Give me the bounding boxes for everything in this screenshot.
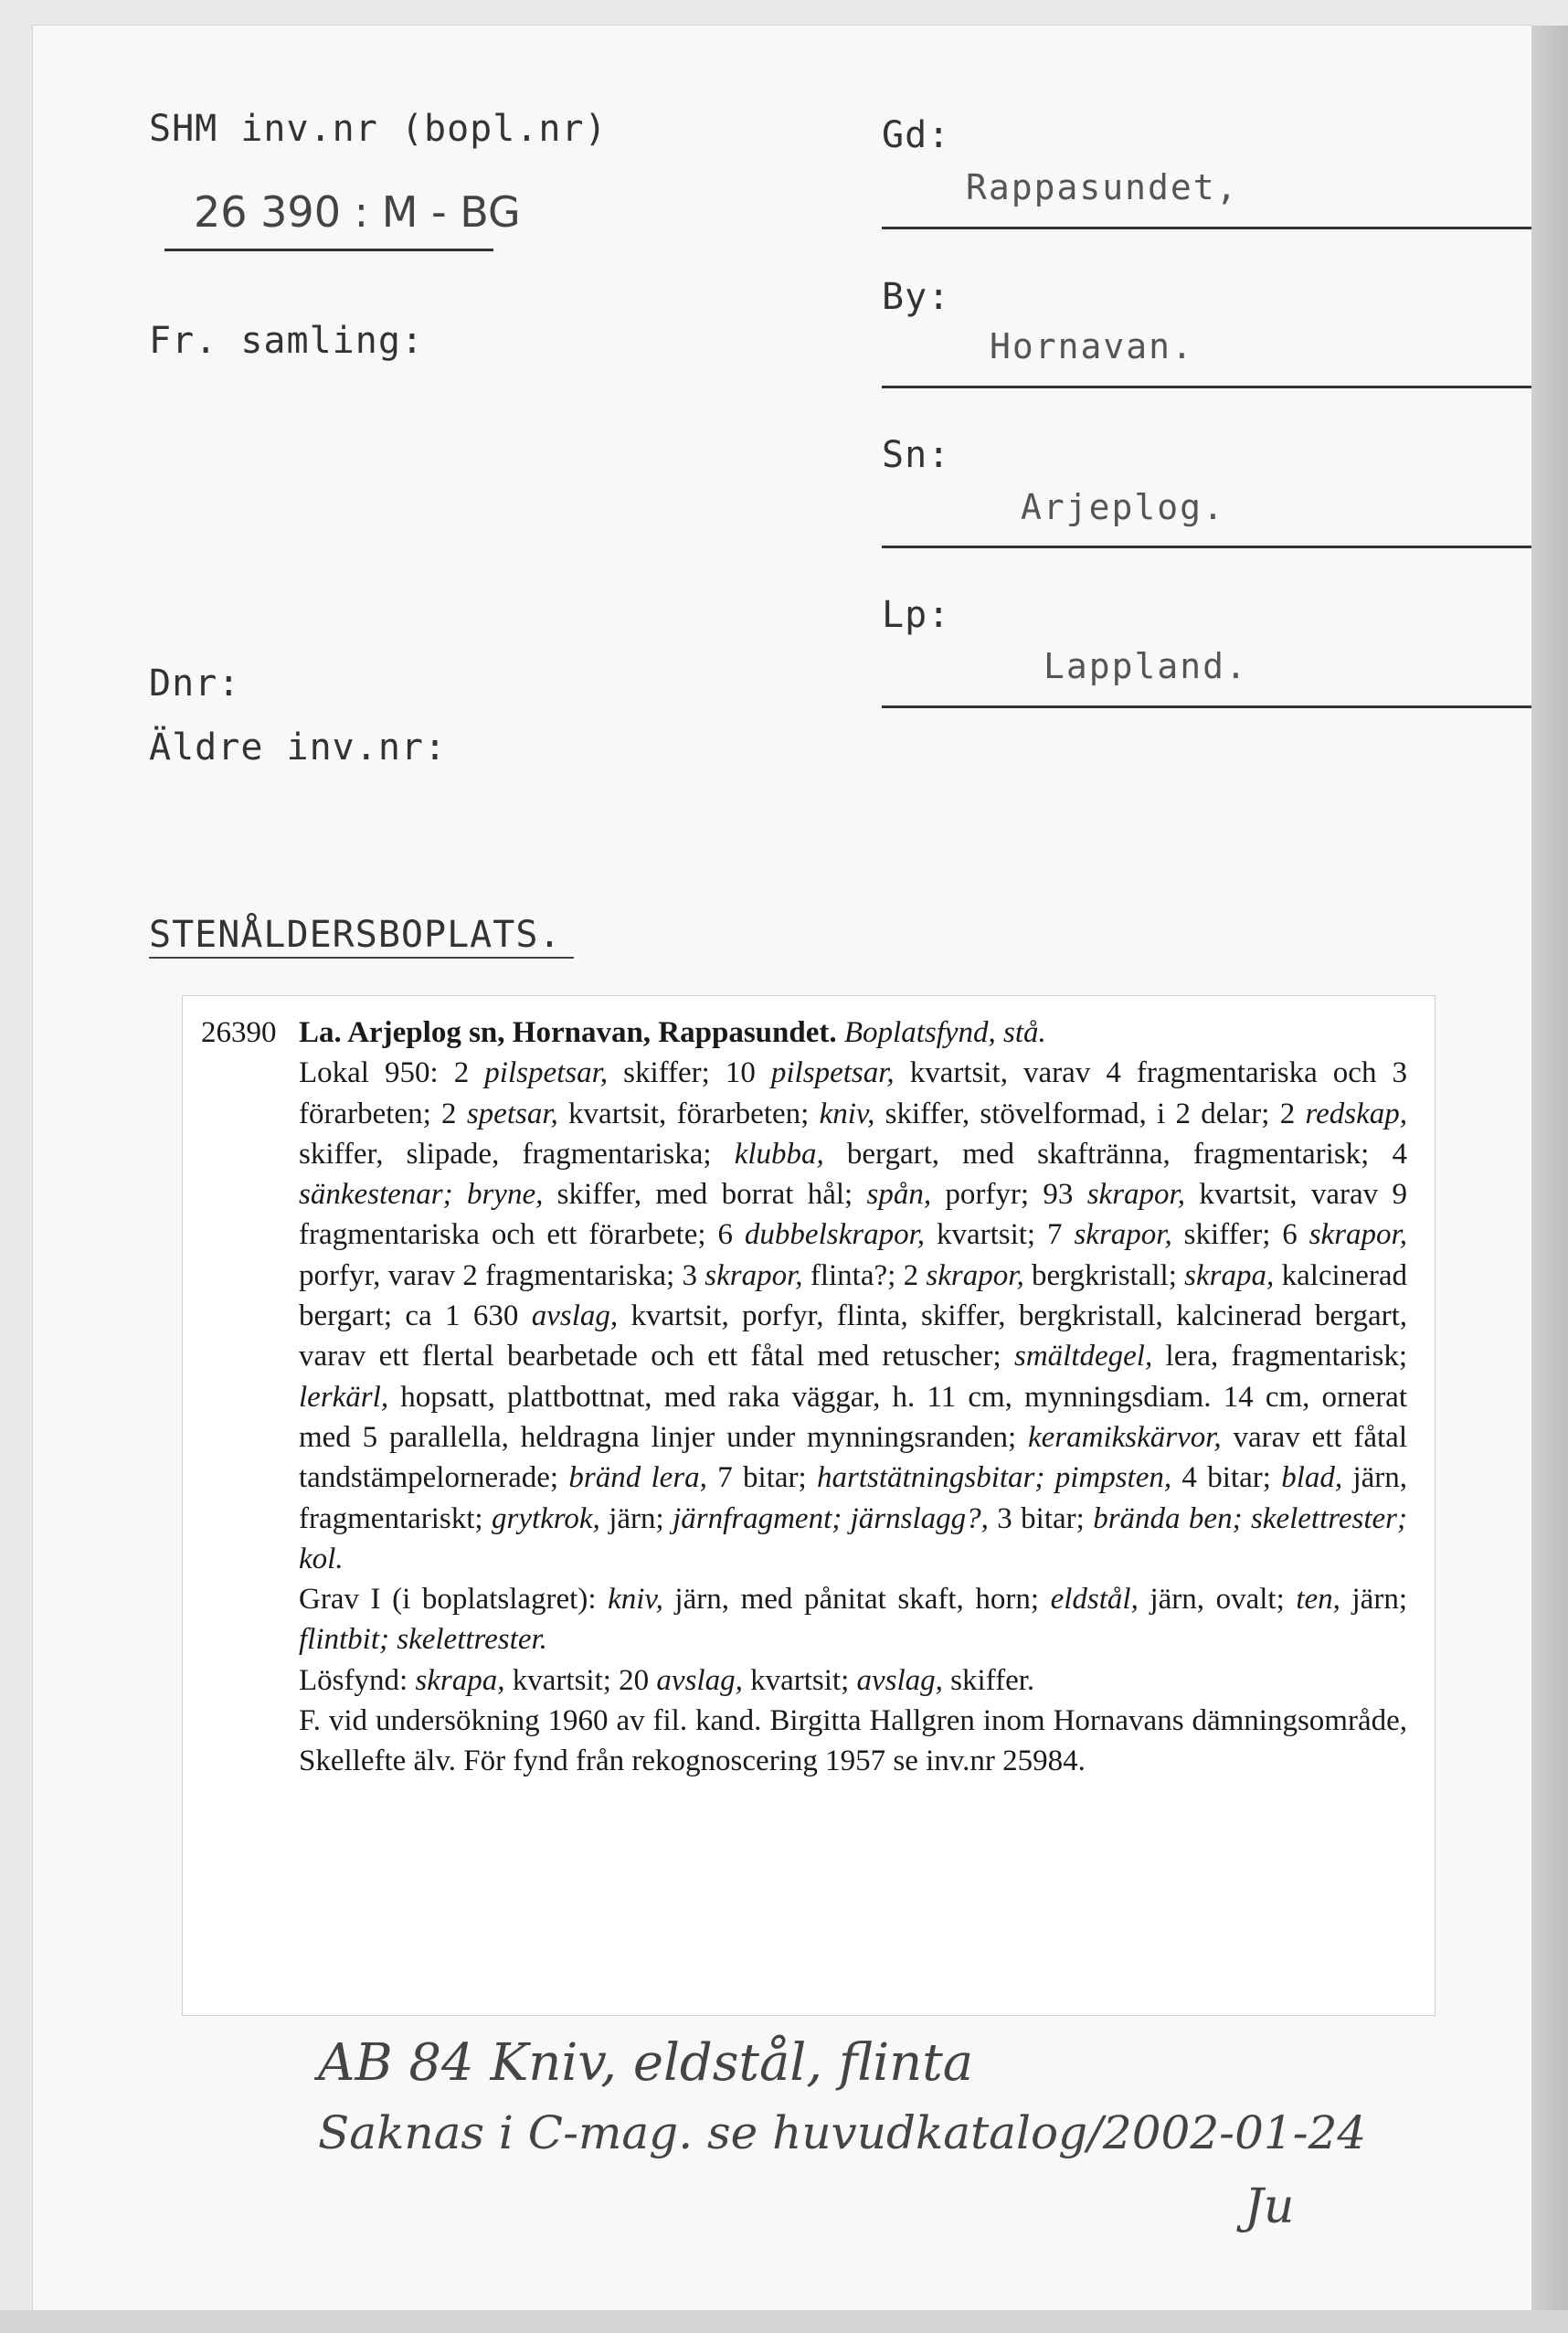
italic-term: pilspetsar, (484, 1056, 609, 1090)
italic-term: spetsar, (466, 1097, 558, 1130)
card-frame-edge (1531, 26, 1568, 2310)
text-run: kvartsit; 20 (504, 1663, 657, 1697)
italic-term: skrapor, (1074, 1218, 1172, 1252)
italic-term: järnfragment; järnslagg?, (673, 1501, 989, 1535)
italic-term: grytkrok, (491, 1501, 600, 1535)
slip-head-italic: Boplatsfynd, stå. (843, 1016, 1046, 1049)
text-run: skiffer; 6 (1171, 1218, 1309, 1252)
italic-term: blad, (1281, 1461, 1343, 1495)
italic-term: flintbit; skelettrester. (299, 1623, 547, 1657)
inv-nr-value: 26 390 : M - BG (194, 187, 521, 237)
lp-label: Lp: (882, 594, 951, 636)
italic-term: skrapor, (1308, 1218, 1407, 1252)
text-run: kalcinerad bergart; ca 1 630 (299, 1258, 1407, 1333)
italic-term: avslag, (531, 1299, 619, 1333)
slip-losfynd-paragraph (201, 1660, 1407, 1701)
inv-nr-underline (164, 249, 493, 251)
gd-value: Rappasundet, (966, 167, 1239, 207)
text-run: skiffer; 10 (608, 1056, 771, 1090)
italic-term: skrapa, (1184, 1258, 1275, 1292)
slip-header (201, 1013, 1407, 1053)
slip-number: 26390 (201, 1016, 277, 1049)
italic-term: dubbelskrapor, (744, 1218, 926, 1252)
text-run: Lösfynd: (299, 1663, 416, 1697)
text-run: 4 bitar; (1171, 1461, 1282, 1495)
italic-term: avslag, (856, 1663, 943, 1697)
sn-rule (882, 546, 1531, 548)
text-run: kvartsit, varav 4 fragmentariska och 3 förarbeten; 2 (299, 1056, 1407, 1130)
text-run: porfyr; 93 (931, 1178, 1087, 1212)
text-run: kvartsit, förarbeten; (557, 1097, 820, 1130)
italic-term: skrapor, (926, 1258, 1024, 1292)
italic-term: avslag, (656, 1663, 743, 1697)
by-rule (882, 386, 1531, 388)
slip-lokal-paragraph (201, 1053, 1407, 1579)
text-run: bergart, med skaftränna, fragmentarisk; 4 (823, 1137, 1407, 1171)
text-run: järn; (1340, 1583, 1407, 1617)
italic-term: skrapa, (415, 1663, 505, 1697)
text-run: skiffer, slipade, fragmentariska; (299, 1137, 735, 1171)
italic-term: lerkärl, (299, 1380, 389, 1414)
slip-grav-paragraph (201, 1579, 1407, 1660)
handwritten-note-line2: Saknas i C-mag. se huvudkatalog/2002-01-24 (318, 2106, 1367, 2159)
inv-nr-label: SHM inv.nr (bopl.nr) (149, 108, 608, 150)
italic-term: bränd lera, (568, 1461, 707, 1495)
fr-samling-label: Fr. samling: (149, 320, 424, 362)
card-frame-bottom (0, 2310, 1568, 2333)
by-label: By: (882, 276, 951, 318)
text-run: bergkristall; (1023, 1258, 1185, 1292)
text-run: varav ett fåtal tandstämpelornerade; (299, 1420, 1407, 1495)
text-run: järn; (599, 1501, 673, 1535)
italic-term: eldstål, (1050, 1583, 1139, 1617)
text-run: 7 bitar; (706, 1461, 818, 1495)
text-run: porfyr, varav 2 fragmentariska; 3 (299, 1258, 705, 1292)
dnr-label: Dnr: (149, 663, 241, 705)
text-run: skiffer, stövelformad, i 2 delar; 2 (874, 1097, 1306, 1130)
italic-term: ten, (1296, 1583, 1340, 1617)
text-run: flinta?; 2 (802, 1258, 927, 1292)
italic-term: keramikskärvor, (1027, 1420, 1222, 1454)
catalogue-slip (183, 996, 1435, 2015)
sn-label: Sn: (882, 434, 951, 476)
gd-label: Gd: (882, 114, 951, 156)
text-run: järn, med pånitat skaft, horn; (662, 1583, 1051, 1617)
italic-term: klubba, (734, 1137, 824, 1171)
text-run: lera, fragmentarisk; (1152, 1340, 1407, 1373)
text-run: kvartsit, varav 9 fragmentariska och ett förarbete; 6 (299, 1178, 1407, 1252)
site-heading-underline (149, 957, 574, 959)
italic-term: pilspetsar, (770, 1056, 895, 1090)
slip-found-paragraph: F. vid undersökning 1960 av fil. kand. Birgitta Hallgren inom Hornavans dämningsområde, Skellefte älv. För fynd från rekognoscering 1957 se inv.nr 25984. (299, 1704, 1407, 1778)
lp-value: Lappland. (1044, 646, 1248, 686)
sn-value: Arjeplog. (1021, 487, 1225, 527)
text-run: kvartsit; (742, 1663, 857, 1697)
italic-term: kniv, (608, 1583, 663, 1617)
aldre-inv-nr-label: Äldre inv.nr: (149, 726, 448, 769)
text-run: Lokal 950: 2 (299, 1056, 485, 1090)
gd-rule (882, 227, 1531, 229)
text-run: Grav I (i boplatslagret): (299, 1583, 609, 1617)
text-run: hopsatt, plattbottnat, med raka väggar, h. 11 cm, mynningsdiam. 14 cm, ornerat med 5 parallella, heldragna linjer under mynningsranden; (299, 1380, 1407, 1454)
italic-term: kniv, (819, 1097, 875, 1130)
italic-term: skrapor, (1086, 1178, 1185, 1212)
slip-head-bold: La. Arjeplog sn, Hornavan, Rappasundet. (299, 1016, 837, 1049)
italic-term: brända ben; skelettrester; kol. (299, 1501, 1407, 1575)
italic-term: spån, (866, 1178, 932, 1212)
text-run: 3 bitar; (988, 1501, 1094, 1535)
text-run: kvartsit, porfyr, flinta, skiffer, bergkristall, kalcinerad bergart, varav ett flertal bearbetade och ett fåtal med retuscher; (299, 1299, 1407, 1373)
italic-term: hartstätningsbitar; pimpsten, (817, 1461, 1172, 1495)
site-heading: STENÅLDERSBOPLATS. (149, 914, 562, 956)
lp-rule (882, 705, 1531, 708)
handwritten-initials: Ju (1245, 2179, 1295, 2234)
by-value: Hornavan. (990, 326, 1194, 366)
italic-term: sänkestenar; bryne, (299, 1178, 544, 1212)
text-run: järn, fragmentariskt; (299, 1461, 1407, 1535)
italic-term: skrapor, (705, 1258, 803, 1292)
handwritten-note-line1: AB 84 Kniv, eldstål, flinta (318, 2033, 974, 2093)
italic-term: redskap, (1305, 1097, 1408, 1130)
text-run: skiffer. (942, 1663, 1035, 1697)
text-run: järn, ovalt; (1138, 1583, 1297, 1617)
text-run: skiffer, med borrat hål; (543, 1178, 867, 1212)
italic-term: smältdegel, (1013, 1340, 1153, 1373)
text-run: kvartsit; 7 (925, 1218, 1075, 1252)
